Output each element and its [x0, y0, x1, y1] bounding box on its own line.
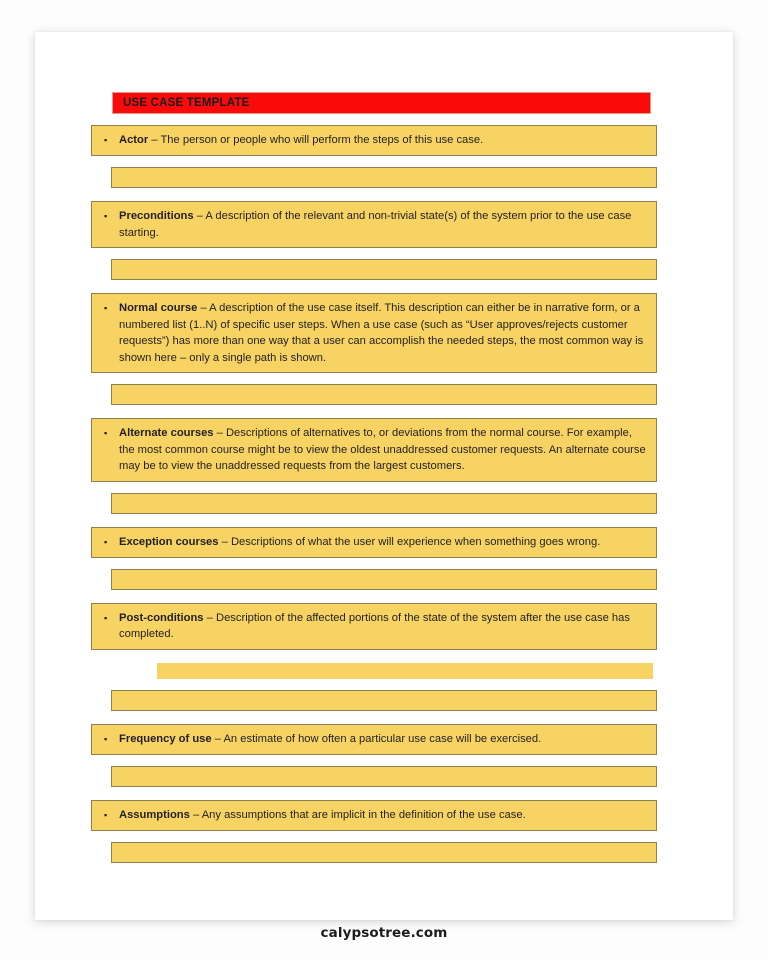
- field-term: Actor: [119, 134, 149, 146]
- bullet-icon: ▪: [104, 428, 108, 438]
- field-row-normal-course: [91, 293, 677, 373]
- field-row-assumptions: [91, 800, 677, 831]
- field-separator: –: [197, 302, 210, 314]
- page-title: USE CASE TEMPLATE: [123, 97, 250, 109]
- title-banner: [112, 92, 651, 114]
- field-label-assumptions: [91, 800, 657, 831]
- field-body: Descriptions of what the user will experience when something goes wrong.: [230, 535, 601, 548]
- input-blank-after-frequency-of-use[interactable]: [111, 766, 657, 787]
- field-body: Description of the affected portions of the state of the system after the use case has completed.: [119, 611, 630, 640]
- field-row-preconditions: [91, 201, 677, 248]
- field-separator: –: [193, 210, 206, 222]
- document-body: [91, 92, 677, 863]
- field-body: Descriptions of alternatives to, or deviations from the normal course. For example, the most common course might be to view the oldest unaddressed customer requests. An alternate course may be to view the unaddressed requests from the largest customers.: [119, 427, 646, 472]
- field-term: Preconditions: [119, 210, 194, 222]
- input-blank-after-post-conditions[interactable]: [111, 690, 657, 711]
- site-watermark: calypsotree.com: [320, 925, 448, 941]
- field-description-assumptions: [119, 807, 647, 824]
- field-body: A description of the use case itself. This description can either be in narrative form, or a numbered list (1..N) of specific user steps. When a use case (such as “User approves/rejects customer requests”) has more than one way that a user can accomplish the needed steps, the most common way is shown here – only a single path is shown.: [119, 302, 644, 364]
- field-description-frequency-of-use: [119, 731, 647, 748]
- field-term: Normal course: [119, 302, 198, 314]
- bullet-icon: ▪: [104, 211, 108, 221]
- field-description-post-conditions: [119, 610, 647, 643]
- field-body: A description of the relevant and non-trivial state(s) of the system prior to the use case starting.: [119, 210, 632, 239]
- field-label-post-conditions: [91, 603, 657, 650]
- field-row-exception-courses: [91, 527, 677, 558]
- field-separator: –: [213, 427, 226, 439]
- field-label-frequency-of-use: [91, 724, 657, 755]
- field-body: An estimate of how often a particular use case will be exercised.: [223, 732, 542, 745]
- input-blank-after-preconditions[interactable]: [111, 259, 657, 280]
- field-description-actor: [119, 132, 647, 149]
- field-description-normal-course: [119, 300, 647, 366]
- field-term: Alternate courses: [119, 427, 214, 439]
- field-separator: –: [211, 732, 224, 745]
- bullet-icon: ▪: [104, 536, 108, 547]
- input-blank-after-normal-course[interactable]: [111, 384, 657, 405]
- field-label-alternate-courses: [91, 418, 657, 482]
- bullet-icon: ▪: [104, 135, 108, 145]
- field-label-exception-courses: [91, 527, 657, 558]
- field-separator: –: [218, 535, 231, 548]
- field-description-alternate-courses: [119, 425, 647, 475]
- document-page: [35, 32, 733, 920]
- field-row-alternate-courses: [91, 418, 677, 482]
- field-label-actor: [91, 125, 657, 156]
- field-label-normal-course: [91, 293, 657, 373]
- field-term: Assumptions: [119, 808, 190, 821]
- field-term: Post-conditions: [119, 611, 204, 624]
- field-separator: –: [148, 134, 161, 146]
- field-term: Exception courses: [119, 535, 219, 548]
- field-description-exception-courses: [119, 534, 647, 551]
- input-blank-after-actor[interactable]: [111, 167, 657, 188]
- bullet-icon: ▪: [104, 809, 108, 820]
- input-blank-after-assumptions[interactable]: [111, 842, 657, 863]
- bullet-icon: ▪: [104, 303, 108, 313]
- input-blank-indented-after-post-conditions[interactable]: [157, 663, 653, 679]
- field-separator: –: [189, 808, 202, 821]
- field-label-preconditions: [91, 201, 657, 248]
- field-row-frequency-of-use: [91, 724, 677, 755]
- field-row-post-conditions: [91, 603, 677, 650]
- input-blank-after-alternate-courses[interactable]: [111, 493, 657, 514]
- input-blank-after-exception-courses[interactable]: [111, 569, 657, 590]
- field-term: Frequency of use: [119, 732, 212, 745]
- field-row-actor: [91, 125, 677, 156]
- field-separator: –: [203, 611, 216, 624]
- field-body: Any assumptions that are implicit in the definition of the use case.: [201, 808, 526, 821]
- field-description-preconditions: [119, 208, 647, 241]
- bullet-icon: ▪: [104, 733, 108, 744]
- bullet-icon: ▪: [104, 612, 108, 623]
- field-body: The person or people who will perform the steps of this use case.: [160, 134, 484, 146]
